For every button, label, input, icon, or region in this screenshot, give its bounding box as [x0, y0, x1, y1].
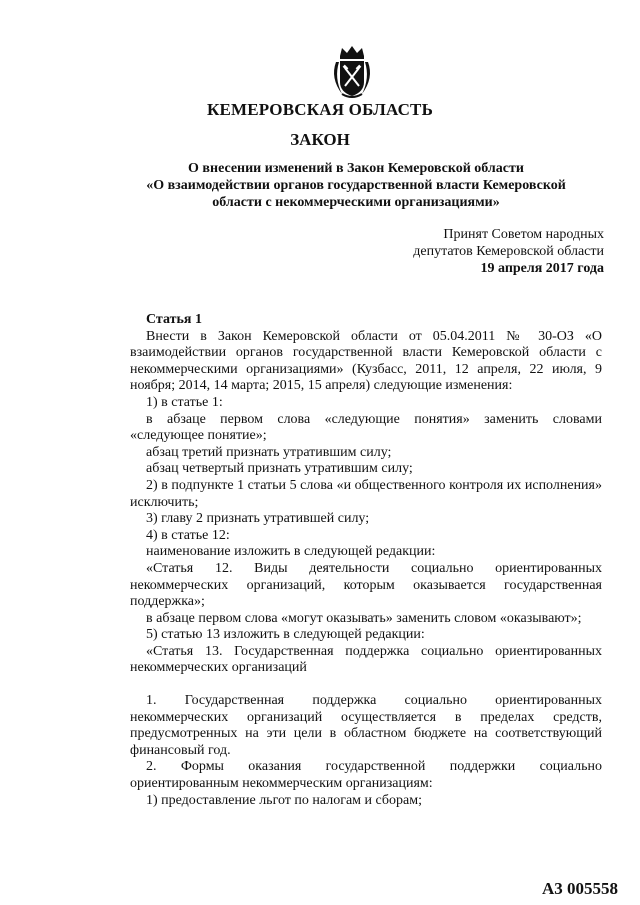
amendment-item: наименование изложить в следующей редакции:	[146, 544, 436, 560]
amendment-item: в абзаце первом слова «следующие понятия» заменить словами «следующее понятие»;	[130, 411, 602, 444]
article-heading: Статья 1	[146, 312, 202, 327]
amendment-item: 3) главу 2 признать утратившей силу;	[146, 511, 370, 527]
adoption-line: депутатов Кемеровской области	[413, 244, 604, 259]
amendment-item: абзац четвертый признать утратившим силу;	[146, 461, 413, 477]
numbered-clause: 1. Государственная поддержка социально ориентированных некоммерческих организаций осуществляется в пределах средств, предусмотренных на эти цели в областном бюджете на соответствующий финансовый год.	[130, 693, 602, 758]
adoption-line: Принят Советом народных	[443, 227, 604, 242]
paragraph-gap	[130, 677, 602, 693]
amendment-item: 5) статью 13 изложить в следующей редакции:	[146, 627, 425, 643]
amendment-item: 1) в статье 1:	[146, 394, 223, 410]
region-heading: КЕМЕРОВСКАЯ ОБЛАСТЬ	[206, 100, 434, 119]
law-title-line: О внесении изменений в Закон Кемеровской области	[188, 161, 524, 176]
adoption-date: 19 апреля 2017 года	[480, 261, 604, 276]
amendment-item: «Статья 12. Виды деятельности социально ориентированных некоммерческих организаций, которым оказывается государственная поддержка»;	[130, 560, 602, 610]
article-body	[130, 312, 602, 809]
document-type-heading: ЗАКОН	[290, 130, 350, 149]
kemerovo-coat-of-arms-icon	[328, 44, 376, 100]
amendment-item: 4) в статье 12:	[146, 527, 230, 543]
law-title	[96, 160, 616, 211]
amendment-item: «Статья 13. Государственная поддержка социально ориентированных некоммерческих организаций	[130, 643, 602, 676]
numbered-clause: 1) предоставление льгот по налогам и сборам;	[146, 792, 422, 808]
amendment-item: абзац третий признать утратившим силу;	[146, 444, 392, 460]
law-title-line: «О взаимодействии органов государственной власти Кемеровской	[146, 178, 566, 193]
article-intro: Внести в Закон Кемеровской области от 05.04.2011 № 30-ОЗ «О взаимодействии органов государственной власти Кемеровской области с некоммерческими организациями» (Кузбасс, 2011, 12 апреля, 22 июля, 9 ноября; 2014, 14 марта; 2015, 15 апреля) следующие изменения:	[130, 328, 602, 394]
law-title-line: области с некоммерческими организациями»	[212, 195, 500, 210]
amendment-item: 2) в подпункте 1 статьи 5 слова «и общественного контроля их исполнения» исключить;	[130, 477, 602, 510]
serial-number-stamp: А3 005558	[541, 879, 618, 898]
amendment-item: в абзаце первом слова «могут оказывать» заменить словом «оказывают»;	[146, 610, 582, 626]
numbered-clause: 2. Формы оказания государственной поддержки социально ориентированным некоммерческим организациям:	[130, 759, 602, 792]
adoption-block	[380, 226, 604, 277]
